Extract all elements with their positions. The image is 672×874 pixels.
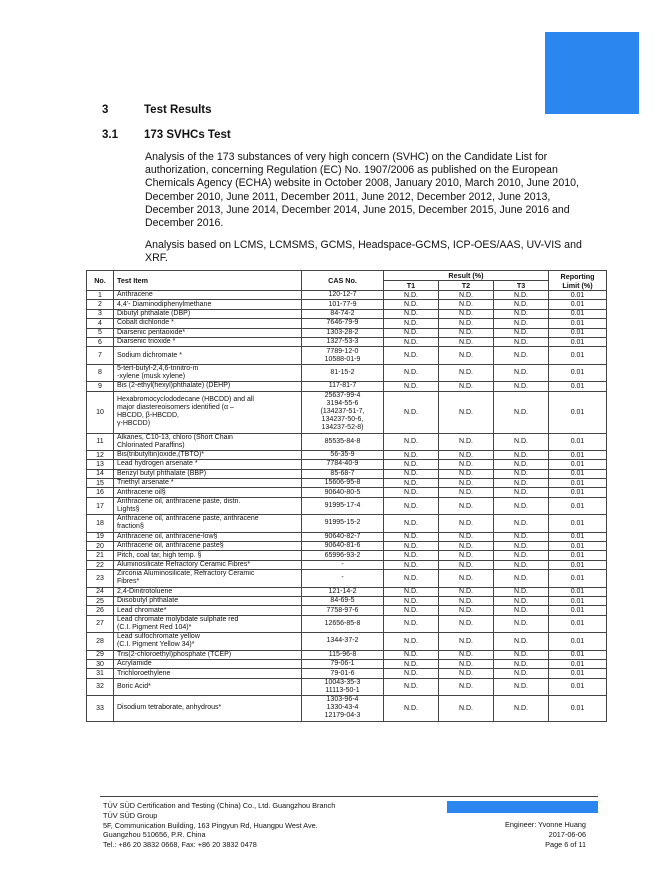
result-t2: N.D. xyxy=(439,606,494,615)
row-number: 28 xyxy=(87,633,114,650)
row-number: 9 xyxy=(87,382,114,391)
svhc-table-wrapper xyxy=(86,270,606,722)
result-t2: N.D. xyxy=(439,650,494,659)
result-t1: N.D. xyxy=(384,309,439,318)
row-number: 22 xyxy=(87,560,114,569)
result-t3: N.D. xyxy=(494,696,549,722)
test-item: Lead sulfochromate yellow (C.I. Pigment Yellow 34)* xyxy=(114,633,302,650)
cas-number: 1303-28-2 xyxy=(302,328,384,337)
reporting-limit: 0.01 xyxy=(549,669,607,678)
result-t3: N.D. xyxy=(494,337,549,346)
reporting-limit: 0.01 xyxy=(549,570,607,587)
test-item: Tris(2-chloroethyl)phosphate (TCEP) xyxy=(114,650,302,659)
table-row xyxy=(87,391,607,433)
cas-number: 101-77-9 xyxy=(302,300,384,309)
reporting-limit: 0.01 xyxy=(549,364,607,381)
result-t2: N.D. xyxy=(439,460,494,469)
reporting-limit: 0.01 xyxy=(549,347,607,364)
reporting-limit: 0.01 xyxy=(549,551,607,560)
result-t2: N.D. xyxy=(439,319,494,328)
reporting-limit: 0.01 xyxy=(549,300,607,309)
cas-number: 91995-15-2 xyxy=(302,515,384,532)
reporting-limit: 0.01 xyxy=(549,479,607,488)
cas-number: 81-15-2 xyxy=(302,364,384,381)
result-t3: N.D. xyxy=(494,328,549,337)
row-number: 29 xyxy=(87,650,114,659)
result-t1: N.D. xyxy=(384,347,439,364)
table-row xyxy=(87,450,607,459)
result-t2: N.D. xyxy=(439,309,494,318)
cas-number: 79-01-6 xyxy=(302,669,384,678)
test-item: Bis (2-ethyl(hexyl)phthalate) (DEHP) xyxy=(114,382,302,391)
reporting-limit: 0.01 xyxy=(549,309,607,318)
footer-divider xyxy=(100,796,598,797)
result-t3: N.D. xyxy=(494,309,549,318)
cas-number: 117-81-7 xyxy=(302,382,384,391)
redaction-box xyxy=(545,32,639,114)
result-t3: N.D. xyxy=(494,300,549,309)
test-item: Anthracene oil, anthracene-low§ xyxy=(114,532,302,541)
result-t2: N.D. xyxy=(439,497,494,514)
reporting-limit: 0.01 xyxy=(549,460,607,469)
test-item: Zirconia Aluminosilicate, Refractory Ceramic Fibres* xyxy=(114,570,302,587)
row-number: 10 xyxy=(87,391,114,433)
reporting-limit: 0.01 xyxy=(549,488,607,497)
result-t2: N.D. xyxy=(439,659,494,668)
result-t2: N.D. xyxy=(439,633,494,650)
row-number: 17 xyxy=(87,497,114,514)
result-t1: N.D. xyxy=(384,479,439,488)
table-row xyxy=(87,337,607,346)
row-number: 33 xyxy=(87,696,114,722)
reporting-limit: 0.01 xyxy=(549,469,607,478)
result-t2: N.D. xyxy=(439,669,494,678)
table-row xyxy=(87,488,607,497)
result-t1: N.D. xyxy=(384,615,439,632)
result-t1: N.D. xyxy=(384,488,439,497)
row-number: 18 xyxy=(87,515,114,532)
result-t2: N.D. xyxy=(439,382,494,391)
result-t1: N.D. xyxy=(384,291,439,300)
reporting-limit: 0.01 xyxy=(549,328,607,337)
result-t2: N.D. xyxy=(439,433,494,450)
test-item: Anthracene oil§ xyxy=(114,488,302,497)
result-t1: N.D. xyxy=(384,391,439,433)
footer-line-3: 5F, Communication Building, 163 Pingyun Rd, Huangpu West Ave. xyxy=(103,820,318,830)
cas-number: 90640-80-5 xyxy=(302,488,384,497)
subsection-heading xyxy=(102,129,231,141)
result-t1: N.D. xyxy=(384,596,439,605)
table-row xyxy=(87,382,607,391)
result-t2: N.D. xyxy=(439,479,494,488)
table-row xyxy=(87,460,607,469)
result-t3: N.D. xyxy=(494,391,549,433)
footer-line-2: TÜV SÜD Group xyxy=(103,810,158,820)
result-t1: N.D. xyxy=(384,560,439,569)
reporting-limit: 0.01 xyxy=(549,450,607,459)
table-row xyxy=(87,328,607,337)
table-row xyxy=(87,532,607,541)
result-t3: N.D. xyxy=(494,450,549,459)
intro-paragraph: Analysis of the 173 substances of very high concern (SVHC) on the Candidate List for authorization, concerning Regulation (EC) No. 1907/2006 as published on the European Chemicals Agency (ECHA) website in October 2008, January 2010, March 2010, June 2010, December 2010, June 2011, December 2011, June 2012, December 2012, June 2013, December 2013, June 2014, December 2014, June 2015, December 2015, June 2016 and December 2016. xyxy=(145,151,579,230)
section-title: Test Results xyxy=(144,104,212,116)
cas-number: 65996-93-2 xyxy=(302,551,384,560)
result-t1: N.D. xyxy=(384,669,439,678)
row-number: 15 xyxy=(87,479,114,488)
result-t3: N.D. xyxy=(494,633,549,650)
result-t1: N.D. xyxy=(384,319,439,328)
table-row xyxy=(87,300,607,309)
row-number: 2 xyxy=(87,300,114,309)
result-t3: N.D. xyxy=(494,488,549,497)
table-row xyxy=(87,696,607,722)
result-t2: N.D. xyxy=(439,337,494,346)
row-number: 12 xyxy=(87,450,114,459)
test-item: Lead chromate molybdate sulphate red (C.I. Pigment Red 104)* xyxy=(114,615,302,632)
table-row xyxy=(87,678,607,695)
result-t1: N.D. xyxy=(384,587,439,596)
result-t3: N.D. xyxy=(494,669,549,678)
result-t1: N.D. xyxy=(384,650,439,659)
row-number: 19 xyxy=(87,532,114,541)
report-date: 2017-06-06 xyxy=(548,829,586,839)
result-t3: N.D. xyxy=(494,479,549,488)
result-t1: N.D. xyxy=(384,382,439,391)
result-t1: N.D. xyxy=(384,364,439,381)
reporting-limit: 0.01 xyxy=(549,382,607,391)
test-item: Benzyl butyl phthalate (BBP) xyxy=(114,469,302,478)
section-number: 3 xyxy=(102,104,109,116)
result-t3: N.D. xyxy=(494,570,549,587)
result-t1: N.D. xyxy=(384,515,439,532)
result-t3: N.D. xyxy=(494,650,549,659)
cas-number: 84-74-2 xyxy=(302,309,384,318)
table-row xyxy=(87,606,607,615)
engineer-name: Engineer: Yvonne Huang xyxy=(504,820,586,829)
test-item: Aluminosilicate Refractory Ceramic Fibres* xyxy=(114,560,302,569)
row-number: 31 xyxy=(87,669,114,678)
cas-number: 120-12-7 xyxy=(302,291,384,300)
result-t3: N.D. xyxy=(494,606,549,615)
cas-number: 115-96-8 xyxy=(302,650,384,659)
cas-number: 90640-81-6 xyxy=(302,542,384,551)
svhc-results-table xyxy=(86,270,607,722)
cas-number: 84-69-5 xyxy=(302,596,384,605)
table-row xyxy=(87,515,607,532)
test-item: Anthracene oil, anthracene paste, anthracene fraction§ xyxy=(114,515,302,532)
test-item: Boric Acid* xyxy=(114,678,302,695)
test-item: Diarsenic trioxide * xyxy=(114,337,302,346)
table-row xyxy=(87,669,607,678)
cas-number: 7784-40-9 xyxy=(302,460,384,469)
result-t3: N.D. xyxy=(494,515,549,532)
reporting-limit: 0.01 xyxy=(549,659,607,668)
result-t1: N.D. xyxy=(384,337,439,346)
table-row xyxy=(87,347,607,364)
cas-number: 1327-53-3 xyxy=(302,337,384,346)
cas-number: 85-68-7 xyxy=(302,469,384,478)
cas-number: 25637-99-4 3194-55-6 (134237-51-7, 134237-50-6, 134237-52-8) xyxy=(302,391,384,433)
result-t3: N.D. xyxy=(494,659,549,668)
result-t2: N.D. xyxy=(439,364,494,381)
test-item: Lead hydrogen arsenate * xyxy=(114,460,302,469)
cas-number: - xyxy=(302,560,384,569)
reporting-limit: 0.01 xyxy=(549,497,607,514)
header-t1: T1 xyxy=(384,281,439,291)
reporting-limit: 0.01 xyxy=(549,319,607,328)
row-number: 20 xyxy=(87,542,114,551)
cas-number: 7646-79-9 xyxy=(302,319,384,328)
reporting-limit: 0.01 xyxy=(549,596,607,605)
result-t1: N.D. xyxy=(384,633,439,650)
row-number: 32 xyxy=(87,678,114,695)
reporting-limit: 0.01 xyxy=(549,391,607,433)
row-number: 14 xyxy=(87,469,114,478)
table-row xyxy=(87,309,607,318)
row-number: 7 xyxy=(87,347,114,364)
result-t1: N.D. xyxy=(384,678,439,695)
result-t2: N.D. xyxy=(439,347,494,364)
table-row xyxy=(87,542,607,551)
header-reporting-limit: Reporting Limit (%) xyxy=(549,271,607,291)
result-t1: N.D. xyxy=(384,542,439,551)
row-number: 27 xyxy=(87,615,114,632)
result-t3: N.D. xyxy=(494,469,549,478)
test-item: Anthracene oil, anthracene paste§ xyxy=(114,542,302,551)
table-row xyxy=(87,560,607,569)
reporting-limit: 0.01 xyxy=(549,542,607,551)
result-t2: N.D. xyxy=(439,328,494,337)
cas-number: 15606-95-8 xyxy=(302,479,384,488)
cas-number: 91995-17-4 xyxy=(302,497,384,514)
header-result: Result (%) xyxy=(384,271,549,281)
cas-number: 1344-37-2 xyxy=(302,633,384,650)
table-row xyxy=(87,587,607,596)
row-number: 16 xyxy=(87,488,114,497)
test-item: 5-tert-butyl-2,4,6-trinitro-m -xylene (musk xylene) xyxy=(114,364,302,381)
table-row xyxy=(87,291,607,300)
reporting-limit: 0.01 xyxy=(549,615,607,632)
result-t3: N.D. xyxy=(494,678,549,695)
table-row xyxy=(87,433,607,450)
cas-number: - xyxy=(302,570,384,587)
footer-line-5: Tel.: +86 20 3832 0668, Fax: +86 20 3832 0478 xyxy=(103,840,257,850)
cas-number: 7758-97-6 xyxy=(302,606,384,615)
cas-number: 7789-12-0 10588-01-9 xyxy=(302,347,384,364)
result-t3: N.D. xyxy=(494,596,549,605)
test-item: Cobalt dichloride * xyxy=(114,319,302,328)
result-t2: N.D. xyxy=(439,596,494,605)
cas-number: 121-14-2 xyxy=(302,587,384,596)
result-t2: N.D. xyxy=(439,551,494,560)
result-t1: N.D. xyxy=(384,328,439,337)
table-row xyxy=(87,615,607,632)
result-t1: N.D. xyxy=(384,551,439,560)
result-t3: N.D. xyxy=(494,382,549,391)
header-t3: T3 xyxy=(494,281,549,291)
page-number: Page 6 of 11 xyxy=(545,839,586,849)
result-t2: N.D. xyxy=(439,391,494,433)
result-t3: N.D. xyxy=(494,532,549,541)
result-t1: N.D. xyxy=(384,659,439,668)
result-t3: N.D. xyxy=(494,615,549,632)
test-item: Acrylamide xyxy=(114,659,302,668)
test-item: Alkanes, C10-13, chloro (Short Chain Chlorinated Paraffins) xyxy=(114,433,302,450)
test-item: 4,4'- Diaminodiphenylmethane xyxy=(114,300,302,309)
subsection-number: 3.1 xyxy=(102,129,118,141)
row-number: 4 xyxy=(87,319,114,328)
row-number: 5 xyxy=(87,328,114,337)
result-t1: N.D. xyxy=(384,460,439,469)
test-item: Triethyl arsenate * xyxy=(114,479,302,488)
cas-number: 10043-35-3 11113-50-1 xyxy=(302,678,384,695)
result-t3: N.D. xyxy=(494,551,549,560)
footer-address xyxy=(103,801,335,850)
reporting-limit: 0.01 xyxy=(549,633,607,650)
footer-meta xyxy=(505,820,586,849)
row-number: 1 xyxy=(87,291,114,300)
result-t3: N.D. xyxy=(494,347,549,364)
result-t2: N.D. xyxy=(439,291,494,300)
row-number: 11 xyxy=(87,433,114,450)
test-item: Lead chromate* xyxy=(114,606,302,615)
test-item: 2,4-Dinitrotoluene xyxy=(114,587,302,596)
footer-line-1: TÜV SÜD Certification and Testing (China) Co., Ltd. Guangzhou Branch xyxy=(103,801,336,810)
section-heading xyxy=(102,104,212,116)
test-item: Diarsenic pentaoxide* xyxy=(114,328,302,337)
header-t2: T2 xyxy=(439,281,494,291)
test-item: Dibutyl phthalate (DBP) xyxy=(114,309,302,318)
result-t1: N.D. xyxy=(384,433,439,450)
reporting-limit: 0.01 xyxy=(549,515,607,532)
test-item: Anthracene xyxy=(114,291,302,300)
row-number: 23 xyxy=(87,570,114,587)
row-number: 8 xyxy=(87,364,114,381)
table-row xyxy=(87,650,607,659)
table-row xyxy=(87,364,607,381)
result-t3: N.D. xyxy=(494,560,549,569)
result-t2: N.D. xyxy=(439,678,494,695)
table-row xyxy=(87,570,607,587)
header-test-item: Test Item xyxy=(114,271,302,291)
result-t2: N.D. xyxy=(439,488,494,497)
cas-number: 56-35-9 xyxy=(302,450,384,459)
result-t2: N.D. xyxy=(439,300,494,309)
result-t3: N.D. xyxy=(494,497,549,514)
reporting-limit: 0.01 xyxy=(549,587,607,596)
result-t1: N.D. xyxy=(384,696,439,722)
reporting-limit: 0.01 xyxy=(549,337,607,346)
result-t3: N.D. xyxy=(494,364,549,381)
row-number: 6 xyxy=(87,337,114,346)
reporting-limit: 0.01 xyxy=(549,650,607,659)
result-t3: N.D. xyxy=(494,291,549,300)
test-item: Sodium dichromate * xyxy=(114,347,302,364)
footer-redaction-bar xyxy=(447,801,598,813)
result-t1: N.D. xyxy=(384,469,439,478)
reporting-limit: 0.01 xyxy=(549,606,607,615)
test-item: Hexabromocyclododecane (HBCDD) and all major diastereoisomers identified (α – HBCDD, β-HBCDD, γ-HBCDD) xyxy=(114,391,302,433)
table-row xyxy=(87,551,607,560)
result-t2: N.D. xyxy=(439,560,494,569)
result-t3: N.D. xyxy=(494,433,549,450)
result-t3: N.D. xyxy=(494,587,549,596)
method-paragraph: Analysis based on LCMS, LCMSMS, GCMS, Headspace-GCMS, ICP-OES/AAS, UV-VIS and XRF. xyxy=(145,239,582,265)
result-t2: N.D. xyxy=(439,450,494,459)
table-row xyxy=(87,659,607,668)
table-row xyxy=(87,319,607,328)
result-t3: N.D. xyxy=(494,460,549,469)
table-row xyxy=(87,633,607,650)
reporting-limit: 0.01 xyxy=(549,433,607,450)
header-cas: CAS No. xyxy=(302,271,384,291)
test-item: Diisobutyl phthalate xyxy=(114,596,302,605)
test-item: Trichloroethylene xyxy=(114,669,302,678)
reporting-limit: 0.01 xyxy=(549,560,607,569)
row-number: 24 xyxy=(87,587,114,596)
row-number: 30 xyxy=(87,659,114,668)
result-t2: N.D. xyxy=(439,570,494,587)
test-item: Anthracene oil, anthracene paste, distn. Lights§ xyxy=(114,497,302,514)
result-t3: N.D. xyxy=(494,542,549,551)
row-number: 3 xyxy=(87,309,114,318)
result-t1: N.D. xyxy=(384,450,439,459)
row-number: 26 xyxy=(87,606,114,615)
reporting-limit: 0.01 xyxy=(549,532,607,541)
footer-line-4: Guangzhou 510656, P.R. China xyxy=(103,830,206,840)
table-row xyxy=(87,497,607,514)
cas-number: 12656-85-8 xyxy=(302,615,384,632)
table-row xyxy=(87,596,607,605)
result-t1: N.D. xyxy=(384,570,439,587)
subsection-title: 173 SVHCs Test xyxy=(144,129,231,141)
row-number: 21 xyxy=(87,551,114,560)
cas-number: 1303-96-4 1330-43-4 12179-04-3 xyxy=(302,696,384,722)
result-t3: N.D. xyxy=(494,319,549,328)
result-t1: N.D. xyxy=(384,300,439,309)
table-row xyxy=(87,469,607,478)
cas-number: 85535-84-8 xyxy=(302,433,384,450)
header-no: No. xyxy=(87,271,114,291)
result-t2: N.D. xyxy=(439,469,494,478)
cas-number: 90640-82-7 xyxy=(302,532,384,541)
cas-number: 79-06-1 xyxy=(302,659,384,668)
row-number: 13 xyxy=(87,460,114,469)
reporting-limit: 0.01 xyxy=(549,678,607,695)
table-row xyxy=(87,479,607,488)
result-t1: N.D. xyxy=(384,606,439,615)
test-item: Pitch, coal tar, high temp. § xyxy=(114,551,302,560)
result-t2: N.D. xyxy=(439,515,494,532)
result-t2: N.D. xyxy=(439,587,494,596)
result-t2: N.D. xyxy=(439,542,494,551)
reporting-limit: 0.01 xyxy=(549,696,607,722)
result-t1: N.D. xyxy=(384,497,439,514)
test-item: Disodium tetraborate, anhydrous* xyxy=(114,696,302,722)
result-t2: N.D. xyxy=(439,696,494,722)
result-t2: N.D. xyxy=(439,615,494,632)
test-item: Bis(tributyltin)oxide,(TBTO)* xyxy=(114,450,302,459)
result-t1: N.D. xyxy=(384,532,439,541)
row-number: 25 xyxy=(87,596,114,605)
result-t2: N.D. xyxy=(439,532,494,541)
reporting-limit: 0.01 xyxy=(549,291,607,300)
table-body xyxy=(87,291,607,722)
